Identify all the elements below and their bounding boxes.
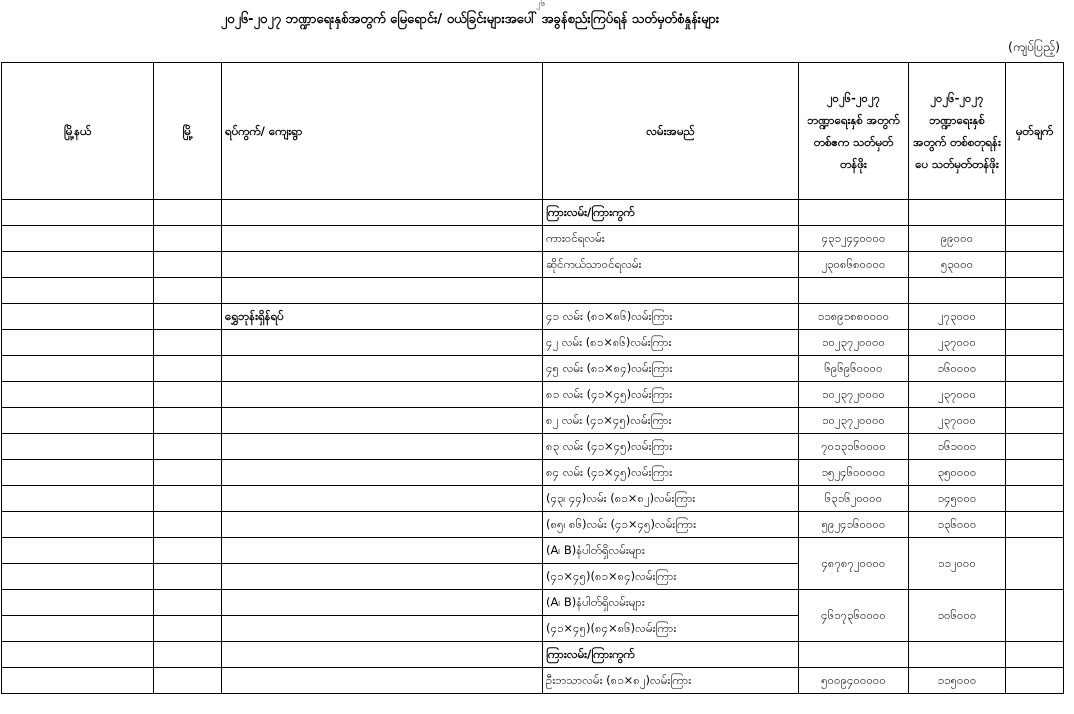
town-cell xyxy=(154,408,222,434)
price-per-sqft-cell: ၁၁၂၀၀၀ xyxy=(909,538,1006,590)
road-cell: (၈၅၊ ၈၆)လမ်း (၄၁×၄၅)လမ်းကြား xyxy=(543,512,799,538)
price-per-acre-cell xyxy=(799,200,909,226)
town-cell xyxy=(154,252,222,278)
table-row xyxy=(2,460,1064,486)
price-per-sqft-cell: ၅၃၀၀၀ xyxy=(909,252,1006,278)
remark-cell xyxy=(1006,278,1064,304)
ward-cell xyxy=(222,200,543,226)
table-row xyxy=(2,382,1064,408)
table-row xyxy=(2,200,1064,226)
town-cell xyxy=(154,356,222,382)
region-cell xyxy=(2,200,154,226)
remark-cell xyxy=(1006,538,1064,590)
town-cell xyxy=(154,330,222,356)
remark-cell xyxy=(1006,304,1064,330)
road-cell: ဆိုင်ကယ်သာဝင်ရလမ်း xyxy=(543,252,799,278)
road-cell xyxy=(543,278,799,304)
remark-cell xyxy=(1006,512,1064,538)
price-per-sqft-cell: ၁၆၁၀၀၀ xyxy=(909,434,1006,460)
town-cell xyxy=(154,382,222,408)
price-per-acre-cell xyxy=(799,278,909,304)
ward-cell xyxy=(222,642,543,668)
table-row xyxy=(2,434,1064,460)
ward-cell: ရွှေဘုန်းရှိန်ရပ် xyxy=(222,304,543,330)
header-ward: ရပ်ကွက်/ ကျေးရွာ xyxy=(222,63,543,200)
price-per-acre-cell: ၁၀၂၃၇၂၀၀၀၀ xyxy=(799,330,909,356)
document-title: ၂၀၂၆-၂၀၂၇ ဘဏ္ဍာရေးနှစ်အတွက် မြေရောင်း/ ဝယ်ခြင်းများအပေါ် အခွန်စည်းကြပ်ရန် သတ်မှတ်စံနှုန်းများ xyxy=(220,12,720,27)
price-per-sqft-cell xyxy=(909,200,1006,226)
table-row xyxy=(2,590,1064,616)
region-cell xyxy=(2,486,154,512)
ward-cell xyxy=(222,590,543,616)
remark-cell xyxy=(1006,642,1064,668)
road-cell: ၈၂ လမ်း (၄၁×၄၅)လမ်းကြား xyxy=(543,408,799,434)
price-per-sqft-cell: ၂၇၃၀၀၀ xyxy=(909,304,1006,330)
remark-cell xyxy=(1006,668,1064,694)
region-cell xyxy=(2,226,154,252)
remark-cell xyxy=(1006,460,1064,486)
town-cell xyxy=(154,200,222,226)
road-cell: ဦးဘသာလမ်း (၈၁×၈၂)လမ်းကြား xyxy=(543,668,799,694)
remark-cell xyxy=(1006,382,1064,408)
region-cell xyxy=(2,460,154,486)
header-region: မြို့နယ် xyxy=(2,63,154,200)
ward-cell xyxy=(222,434,543,460)
remark-cell xyxy=(1006,590,1064,642)
remark-cell xyxy=(1006,356,1064,382)
header-price-per-sqft: ၂၀၂၆-၂၀၂၇ ဘဏ္ဍာရေးနှစ် အတွက် တစ်စတုရန်းပေ သတ်မှတ်တန်ဖိုး xyxy=(909,63,1006,200)
region-cell xyxy=(2,564,154,590)
town-cell xyxy=(154,460,222,486)
ward-cell xyxy=(222,564,543,590)
price-per-acre-cell: ၅၀၀၉၄၀၀၀၀၀ xyxy=(799,668,909,694)
road-cell: ၈၃ လမ်း (၄၁×၄၅)လမ်းကြား xyxy=(543,434,799,460)
price-per-acre-cell: ၅၉၂၄၁၆၀၀၀၀ xyxy=(799,512,909,538)
town-cell xyxy=(154,668,222,694)
town-cell xyxy=(154,590,222,616)
road-cell: (၄၁×၄၅)(၈၁×၈၄)လမ်းကြား xyxy=(543,564,799,590)
price-per-acre-cell: ၆၃၁၆၂၀၀၀၀ xyxy=(799,486,909,512)
town-cell xyxy=(154,304,222,330)
table-row xyxy=(2,486,1064,512)
price-per-sqft-cell: ၉၉၀၀၀ xyxy=(909,226,1006,252)
town-cell xyxy=(154,486,222,512)
price-per-acre-cell: ၄၃၁၂၄၄၀၀၀၀ xyxy=(799,226,909,252)
table-row xyxy=(2,642,1064,668)
region-cell xyxy=(2,304,154,330)
road-cell: (A၊ B)နံပါတ်ရှိလမ်းများ xyxy=(543,590,799,616)
town-cell xyxy=(154,434,222,460)
price-per-acre-cell: ၄၆၁၇၃၆၀၀၀၀ xyxy=(799,590,909,642)
price-per-acre-cell: ၇၀၁၃၁၆၀၀၀၀ xyxy=(799,434,909,460)
remark-cell xyxy=(1006,330,1064,356)
road-cell: ၈၄ လမ်း (၄၁×၄၅)လမ်းကြား xyxy=(543,460,799,486)
price-per-sqft-cell: ၃၅၀၀၀၀ xyxy=(909,460,1006,486)
page-number: ၂၆ xyxy=(536,0,546,9)
table-row xyxy=(2,356,1064,382)
ward-cell xyxy=(222,382,543,408)
town-cell xyxy=(154,616,222,642)
town-cell xyxy=(154,538,222,564)
price-per-sqft-cell: ၁၆၀၀၀၀ xyxy=(909,356,1006,382)
town-cell xyxy=(154,512,222,538)
region-cell xyxy=(2,278,154,304)
table-row xyxy=(2,512,1064,538)
ward-cell xyxy=(222,668,543,694)
price-per-acre-cell: ၄၈၇၈၇၂၀၀၀၀ xyxy=(799,538,909,590)
region-cell xyxy=(2,408,154,434)
price-per-sqft-cell xyxy=(909,642,1006,668)
ward-cell xyxy=(222,486,543,512)
price-per-acre-cell: ၁၁၈၉၁၈၈၀၀၀၀ xyxy=(799,304,909,330)
table-row xyxy=(2,226,1064,252)
road-cell: ကားဝင်ရလမ်း xyxy=(543,226,799,252)
road-cell: ကြားလမ်း/ကြားကွက် xyxy=(543,200,799,226)
header-town: မြို့ xyxy=(154,63,222,200)
table-row xyxy=(2,408,1064,434)
town-cell xyxy=(154,226,222,252)
table-row xyxy=(2,538,1064,564)
price-per-sqft-cell: ၂၃၇၀၀၀ xyxy=(909,408,1006,434)
price-per-sqft-cell: ၁၃၆၀၀၀ xyxy=(909,512,1006,538)
remark-cell xyxy=(1006,200,1064,226)
table-row xyxy=(2,252,1064,278)
price-per-sqft-cell xyxy=(909,278,1006,304)
remark-cell xyxy=(1006,434,1064,460)
price-per-sqft-cell: ၂၃၇၀၀၀ xyxy=(909,382,1006,408)
table-row xyxy=(2,304,1064,330)
road-cell: ကြားလမ်း/ကြားကွက် xyxy=(543,642,799,668)
ward-cell xyxy=(222,330,543,356)
price-per-acre-cell: ၁၅၂၄၆၀၀၀၀၀ xyxy=(799,460,909,486)
region-cell xyxy=(2,616,154,642)
table-row xyxy=(2,668,1064,694)
region-cell xyxy=(2,512,154,538)
region-cell xyxy=(2,538,154,564)
ward-cell xyxy=(222,538,543,564)
ward-cell xyxy=(222,512,543,538)
price-per-sqft-cell: ၂၃၇၀၀၀ xyxy=(909,330,1006,356)
road-cell: ၄၅ လမ်း (၈၁×၈၄)လမ်းကြား xyxy=(543,356,799,382)
price-per-acre-cell xyxy=(799,642,909,668)
remark-cell xyxy=(1006,252,1064,278)
town-cell xyxy=(154,278,222,304)
ward-cell xyxy=(222,408,543,434)
region-cell xyxy=(2,642,154,668)
region-cell xyxy=(2,252,154,278)
town-cell xyxy=(154,642,222,668)
region-cell xyxy=(2,382,154,408)
header-price-per-acre: ၂၀၂၆-၂၀၂၇ ဘဏ္ဍာရေးနှစ် အတွက် တစ်ဧက သတ်မှတ်တန်ဖိုး xyxy=(799,63,909,200)
region-cell xyxy=(2,356,154,382)
ward-cell xyxy=(222,226,543,252)
road-cell: (၄၃၊ ၄၄)လမ်း (၈၁×၈၂)လမ်းကြား xyxy=(543,486,799,512)
road-cell: (၄၁×၄၅)(၈၄×၈၆)လမ်းကြား xyxy=(543,616,799,642)
price-per-acre-cell: ၁၀၂၃၇၂၀၀၀၀ xyxy=(799,382,909,408)
road-cell: (A၊ B)နံပါတ်ရှိလမ်းများ xyxy=(543,538,799,564)
region-cell xyxy=(2,668,154,694)
table-row xyxy=(2,278,1064,304)
remark-cell xyxy=(1006,408,1064,434)
price-per-sqft-cell: ၁၁၅၀၀၀ xyxy=(909,668,1006,694)
price-per-sqft-cell: ၁၄၅၀၀၀ xyxy=(909,486,1006,512)
ward-cell xyxy=(222,616,543,642)
ward-cell xyxy=(222,252,543,278)
remark-cell xyxy=(1006,486,1064,512)
land-price-table xyxy=(1,62,1064,694)
price-per-acre-cell: ၁၀၂၃၇၂၀၀၀၀ xyxy=(799,408,909,434)
road-cell: ၈၁ လမ်း (၄၁×၄၅)လမ်းကြား xyxy=(543,382,799,408)
remark-cell xyxy=(1006,226,1064,252)
ward-cell xyxy=(222,460,543,486)
ward-cell xyxy=(222,356,543,382)
header-road: လမ်းအမည် xyxy=(543,63,799,200)
price-per-sqft-cell: ၁၀၆၀၀၀ xyxy=(909,590,1006,642)
price-per-acre-cell: ၂၃၀၈၆၈၀၀၀၀ xyxy=(799,252,909,278)
region-cell xyxy=(2,590,154,616)
price-per-acre-cell: ၆၉၆၉၆၀၀၀၀ xyxy=(799,356,909,382)
region-cell xyxy=(2,434,154,460)
ward-cell xyxy=(222,278,543,304)
table-row xyxy=(2,330,1064,356)
header-remark: မှတ်ချက် xyxy=(1006,63,1064,200)
table-header-row xyxy=(2,63,1064,200)
road-cell: ၄၁ လမ်း (၈၁×၈၆)လမ်းကြား xyxy=(543,304,799,330)
region-cell xyxy=(2,330,154,356)
town-cell xyxy=(154,564,222,590)
unit-label: (ကျပ်ပြည့်) xyxy=(1007,39,1060,54)
road-cell: ၄၂ လမ်း (၈၁×၈၆)လမ်းကြား xyxy=(543,330,799,356)
